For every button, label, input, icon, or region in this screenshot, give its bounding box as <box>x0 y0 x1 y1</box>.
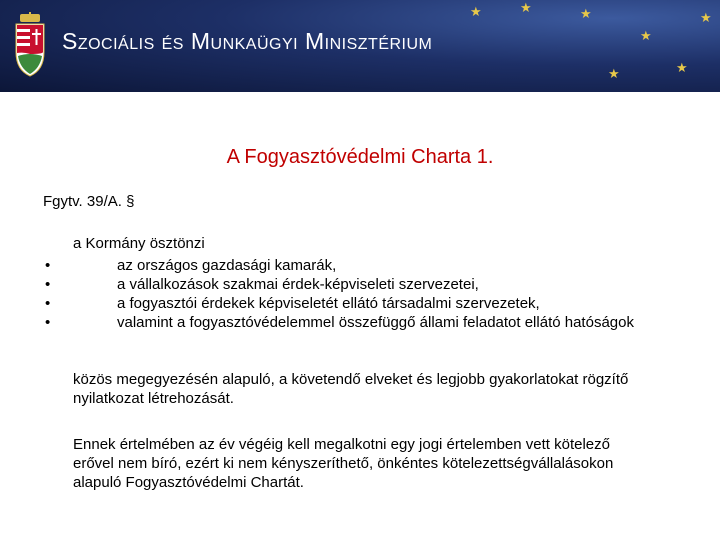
list-item-text: a vállalkozások szakmai érdek-képviseleti szervezetei, <box>117 276 479 293</box>
eu-star-icon: ★ <box>608 67 620 82</box>
header-banner <box>0 0 720 92</box>
bullet-icon: • <box>45 276 51 293</box>
eu-star-icon: ★ <box>640 29 652 44</box>
list-item-text: valamint a fogyasztóvédelemmel összefüggő állami feladatot ellátó hatóságok <box>117 314 634 331</box>
bullet-icon: • <box>45 257 51 274</box>
list-item-text: az országos gazdasági kamarák, <box>117 257 337 274</box>
list-item-text: a fogyasztói érdekek képviseletét ellátó társadalmi szervezetek, <box>117 295 540 312</box>
list-item <box>45 256 685 275</box>
hungarian-coat-of-arms-icon <box>12 12 48 78</box>
final-paragraph: Ennek értelmében az év végéig kell megalkotni egy jogi értelemben vett kötelező erővel nem bíró, ezért ki nem kényszeríthető, önkéntes kötelezettségvállalásokon alapuló Fogyasztóvédelmi Chartát. <box>73 436 614 491</box>
slide-title: A Fogyasztóvédelmi Charta 1. <box>226 146 494 168</box>
list-item <box>45 275 685 294</box>
outro-text: közös megegyezésén alapuló, a követendő elveket és legjobb gyakorlatokat rögzítő nyilatkozat létrehozását. <box>73 371 629 407</box>
intro-text: a Kormány ösztönzi <box>73 235 205 252</box>
bullet-list <box>45 256 685 332</box>
eu-star-icon: ★ <box>676 61 688 76</box>
eu-star-icon: ★ <box>700 11 712 26</box>
eu-star-icon: ★ <box>520 1 532 16</box>
list-item <box>45 294 685 313</box>
law-reference: Fgytv. 39/A. § <box>43 193 135 210</box>
eu-star-icon: ★ <box>470 5 482 20</box>
eu-star-icon: ★ <box>580 7 592 22</box>
bullet-icon: • <box>45 295 51 312</box>
bullet-icon: • <box>45 314 51 331</box>
list-item <box>45 313 685 332</box>
ministry-name: Szociális és Munkaügyi Minisztérium <box>62 28 433 54</box>
